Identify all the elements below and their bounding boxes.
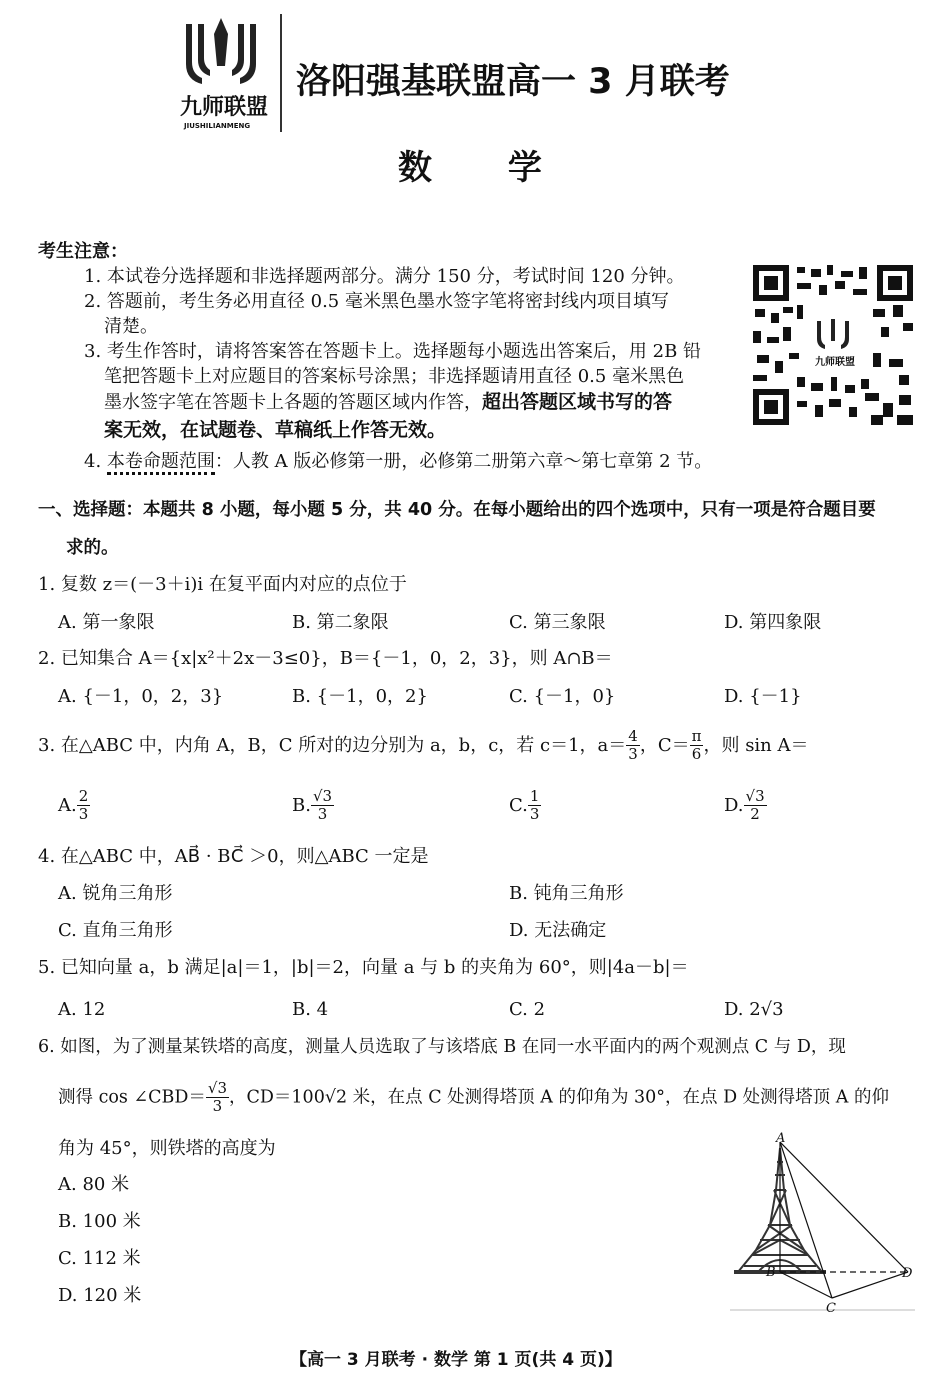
q4-option-b: B. 钝角三角形 — [509, 883, 624, 904]
q5-option-a: A. 12 — [58, 999, 106, 1020]
q2-option-b: B. {－1，0，2} — [292, 686, 428, 707]
notice-item-3d: 案无效，在试题卷、草稿纸上作答无效。 — [104, 419, 447, 441]
notice-item-1: 1. 本试卷分选择题和非选择题两部分。满分 150 分，考试时间 120 分钟。 — [84, 266, 685, 287]
q1-option-b: B. 第二象限 — [292, 612, 389, 633]
notice-item-2a: 2. 答题前，考生务必用直径 0.5 毫米黑色墨水签字笔将密封线内项目填写 — [84, 291, 669, 312]
q3-option-c-den: 3 — [529, 805, 540, 824]
q3-option-a-frac — [77, 788, 91, 824]
q3-option-b-den: 3 — [317, 805, 328, 824]
q6-line-2b: ，CD＝100√2 米，在点 C 处测得塔顶 A 的仰角为 30°，在点 D 处测得塔顶 A 的仰 — [229, 1087, 889, 1108]
notice-item-3c-text: 墨水签字笔在答题卡上各题的答题区域内作答， — [104, 392, 482, 413]
q3-frac-a-num: 4 — [628, 727, 638, 745]
fig-label-c: C — [826, 1301, 836, 1315]
q3-frac-a-den: 3 — [628, 745, 638, 764]
fig-label-a: A — [776, 1131, 786, 1146]
logo — [172, 14, 284, 132]
q2-option-d: D. {－1} — [724, 686, 802, 707]
q3-option-c-num: 1 — [529, 787, 540, 805]
page-footer: 【高一 3 月联考 · 数学 第 1 页(共 4 页)】 — [290, 1350, 622, 1370]
q2-option-a: A. {－1，0，2，3} — [58, 686, 224, 707]
q3-stem-c: ，则 sin A＝ — [703, 734, 809, 756]
q5-stem: 5. 已知向量 a，b 满足|a|＝1，|b|＝2，向量 a 与 b 的夹角为 60°，则|4a－b|＝ — [38, 957, 689, 978]
q3-option-d-den: 2 — [750, 805, 760, 824]
notice-item-2b: 清楚。 — [104, 316, 158, 337]
q2-stem: 2. 已知集合 A＝{x|x²＋2x－3≤0}，B＝{－1，0，2，3}，则 A∩B＝ — [38, 648, 613, 669]
q3-frac-c-num: π — [691, 727, 702, 745]
q1-option-a: A. 第一象限 — [58, 612, 155, 633]
q3-option-b-frac — [311, 788, 334, 824]
notice-item-4 — [84, 453, 712, 471]
q3-option-c-label: C. — [509, 794, 528, 816]
tower-figure — [730, 1130, 920, 1315]
q3-option-d-num: √3 — [745, 787, 765, 805]
q3-option-d — [724, 788, 767, 824]
q4-option-c: C. 直角三角形 — [58, 920, 173, 941]
q4-option-d: D. 无法确定 — [509, 920, 607, 941]
q1-option-c: C. 第三象限 — [509, 612, 606, 633]
q5-option-b: B. 4 — [292, 999, 329, 1020]
q6-option-c: C. 112 米 — [58, 1248, 141, 1269]
q6-option-b: B. 100 米 — [58, 1211, 141, 1232]
q3-fraction-c — [690, 728, 704, 764]
q6-line-3: 角为 45°，则铁塔的高度为 — [58, 1138, 276, 1159]
q4-stem: 4. 在△ABC 中，AB⃗ · BC⃗ ＞0，则△ABC 一定是 — [38, 846, 429, 867]
q3-option-a-den: 3 — [78, 805, 89, 824]
notice-item-3c — [104, 393, 672, 412]
q3-option-b — [292, 788, 334, 824]
q6-cos-frac — [206, 1080, 229, 1116]
q3-stem-b: ，C＝ — [639, 734, 690, 756]
q1-option-d: D. 第四象限 — [724, 612, 822, 633]
q3-option-b-num: √3 — [312, 787, 333, 805]
q6-line-1: 6. 如图，为了测量某铁塔的高度，测量人员选取了与该塔底 B 在同一水平面内的两个观测点 C 与 D，现 — [38, 1037, 846, 1057]
logo-text: 九师联盟 — [180, 95, 269, 120]
notice-item-4-dotted: 本卷命题范围 — [107, 451, 215, 475]
section-1-heading: 一、选择题：本题共 8 小题，每小题 5 分，共 40 分。在每小题给出的四个选项中，只有一项是符合题目要 — [38, 500, 876, 520]
logo-sub: JIUSHILIANMENG — [184, 122, 251, 130]
q3-option-a-label: A. — [58, 794, 77, 816]
fig-label-d: D — [902, 1266, 913, 1281]
q3-option-c-frac — [528, 788, 542, 824]
notice-item-3a: 3. 考生作答时，请将答案答在答题卡上。选择题每小题选出答案后，用 2B 铅 — [84, 341, 702, 362]
q3-option-d-label: D. — [724, 794, 744, 816]
notice-item-3b: 笔把答题卡上对应题目的答案标号涂黑；非选择题请用直径 0.5 毫米黑色 — [104, 366, 685, 387]
fig-label-b: B — [766, 1265, 776, 1280]
q3-option-a-num: 2 — [78, 787, 89, 805]
qr-code — [753, 265, 913, 425]
q6-option-a: A. 80 米 — [58, 1174, 130, 1195]
notice-item-3c-bold: 超出答题区域书写的答 — [482, 391, 673, 413]
q6-cos-num: √3 — [207, 1079, 227, 1097]
q3-option-c — [509, 788, 541, 824]
q3-frac-c-den: 6 — [691, 745, 702, 764]
exam-title: 洛阳强基联盟高一 3 月联考 — [296, 62, 730, 102]
q3-option-b-label: B. — [292, 794, 311, 816]
section-1-heading-cont: 求的。 — [66, 538, 119, 558]
q6-option-d: D. 120 米 — [58, 1285, 142, 1306]
notice-heading: 考生注意： — [38, 241, 128, 262]
subject-title: 数 学 — [398, 148, 542, 188]
q6-line-2a: 测得 cos ∠CBD＝ — [58, 1087, 206, 1108]
q3-option-a — [58, 788, 90, 824]
q3-stem — [38, 728, 809, 764]
q5-option-c: C. 2 — [509, 999, 546, 1020]
q3-option-d-frac — [744, 788, 767, 824]
q2-option-c: C. {－1，0} — [509, 686, 616, 707]
notice-item-4-pre: 4. — [84, 451, 107, 472]
q3-fraction-a — [626, 728, 640, 764]
q1-stem: 1. 复数 z＝(－3＋i)i 在复平面内对应的点位于 — [38, 574, 407, 595]
notice-item-4-rest: ：人教 A 版必修第一册，必修第二册第六章～第七章第 2 节。 — [214, 451, 713, 472]
q5-option-d: D. 2√3 — [724, 999, 784, 1020]
svg-text:九师联盟: 九师联盟 — [815, 357, 855, 368]
q6-line-2 — [58, 1080, 889, 1116]
q3-stem-a: 3. 在△ABC 中，内角 A，B，C 所对的边分别为 a，b，c，若 c＝1，a＝ — [38, 734, 627, 756]
q4-option-a: A. 锐角三角形 — [58, 883, 173, 904]
q6-cos-den: 3 — [212, 1097, 223, 1116]
